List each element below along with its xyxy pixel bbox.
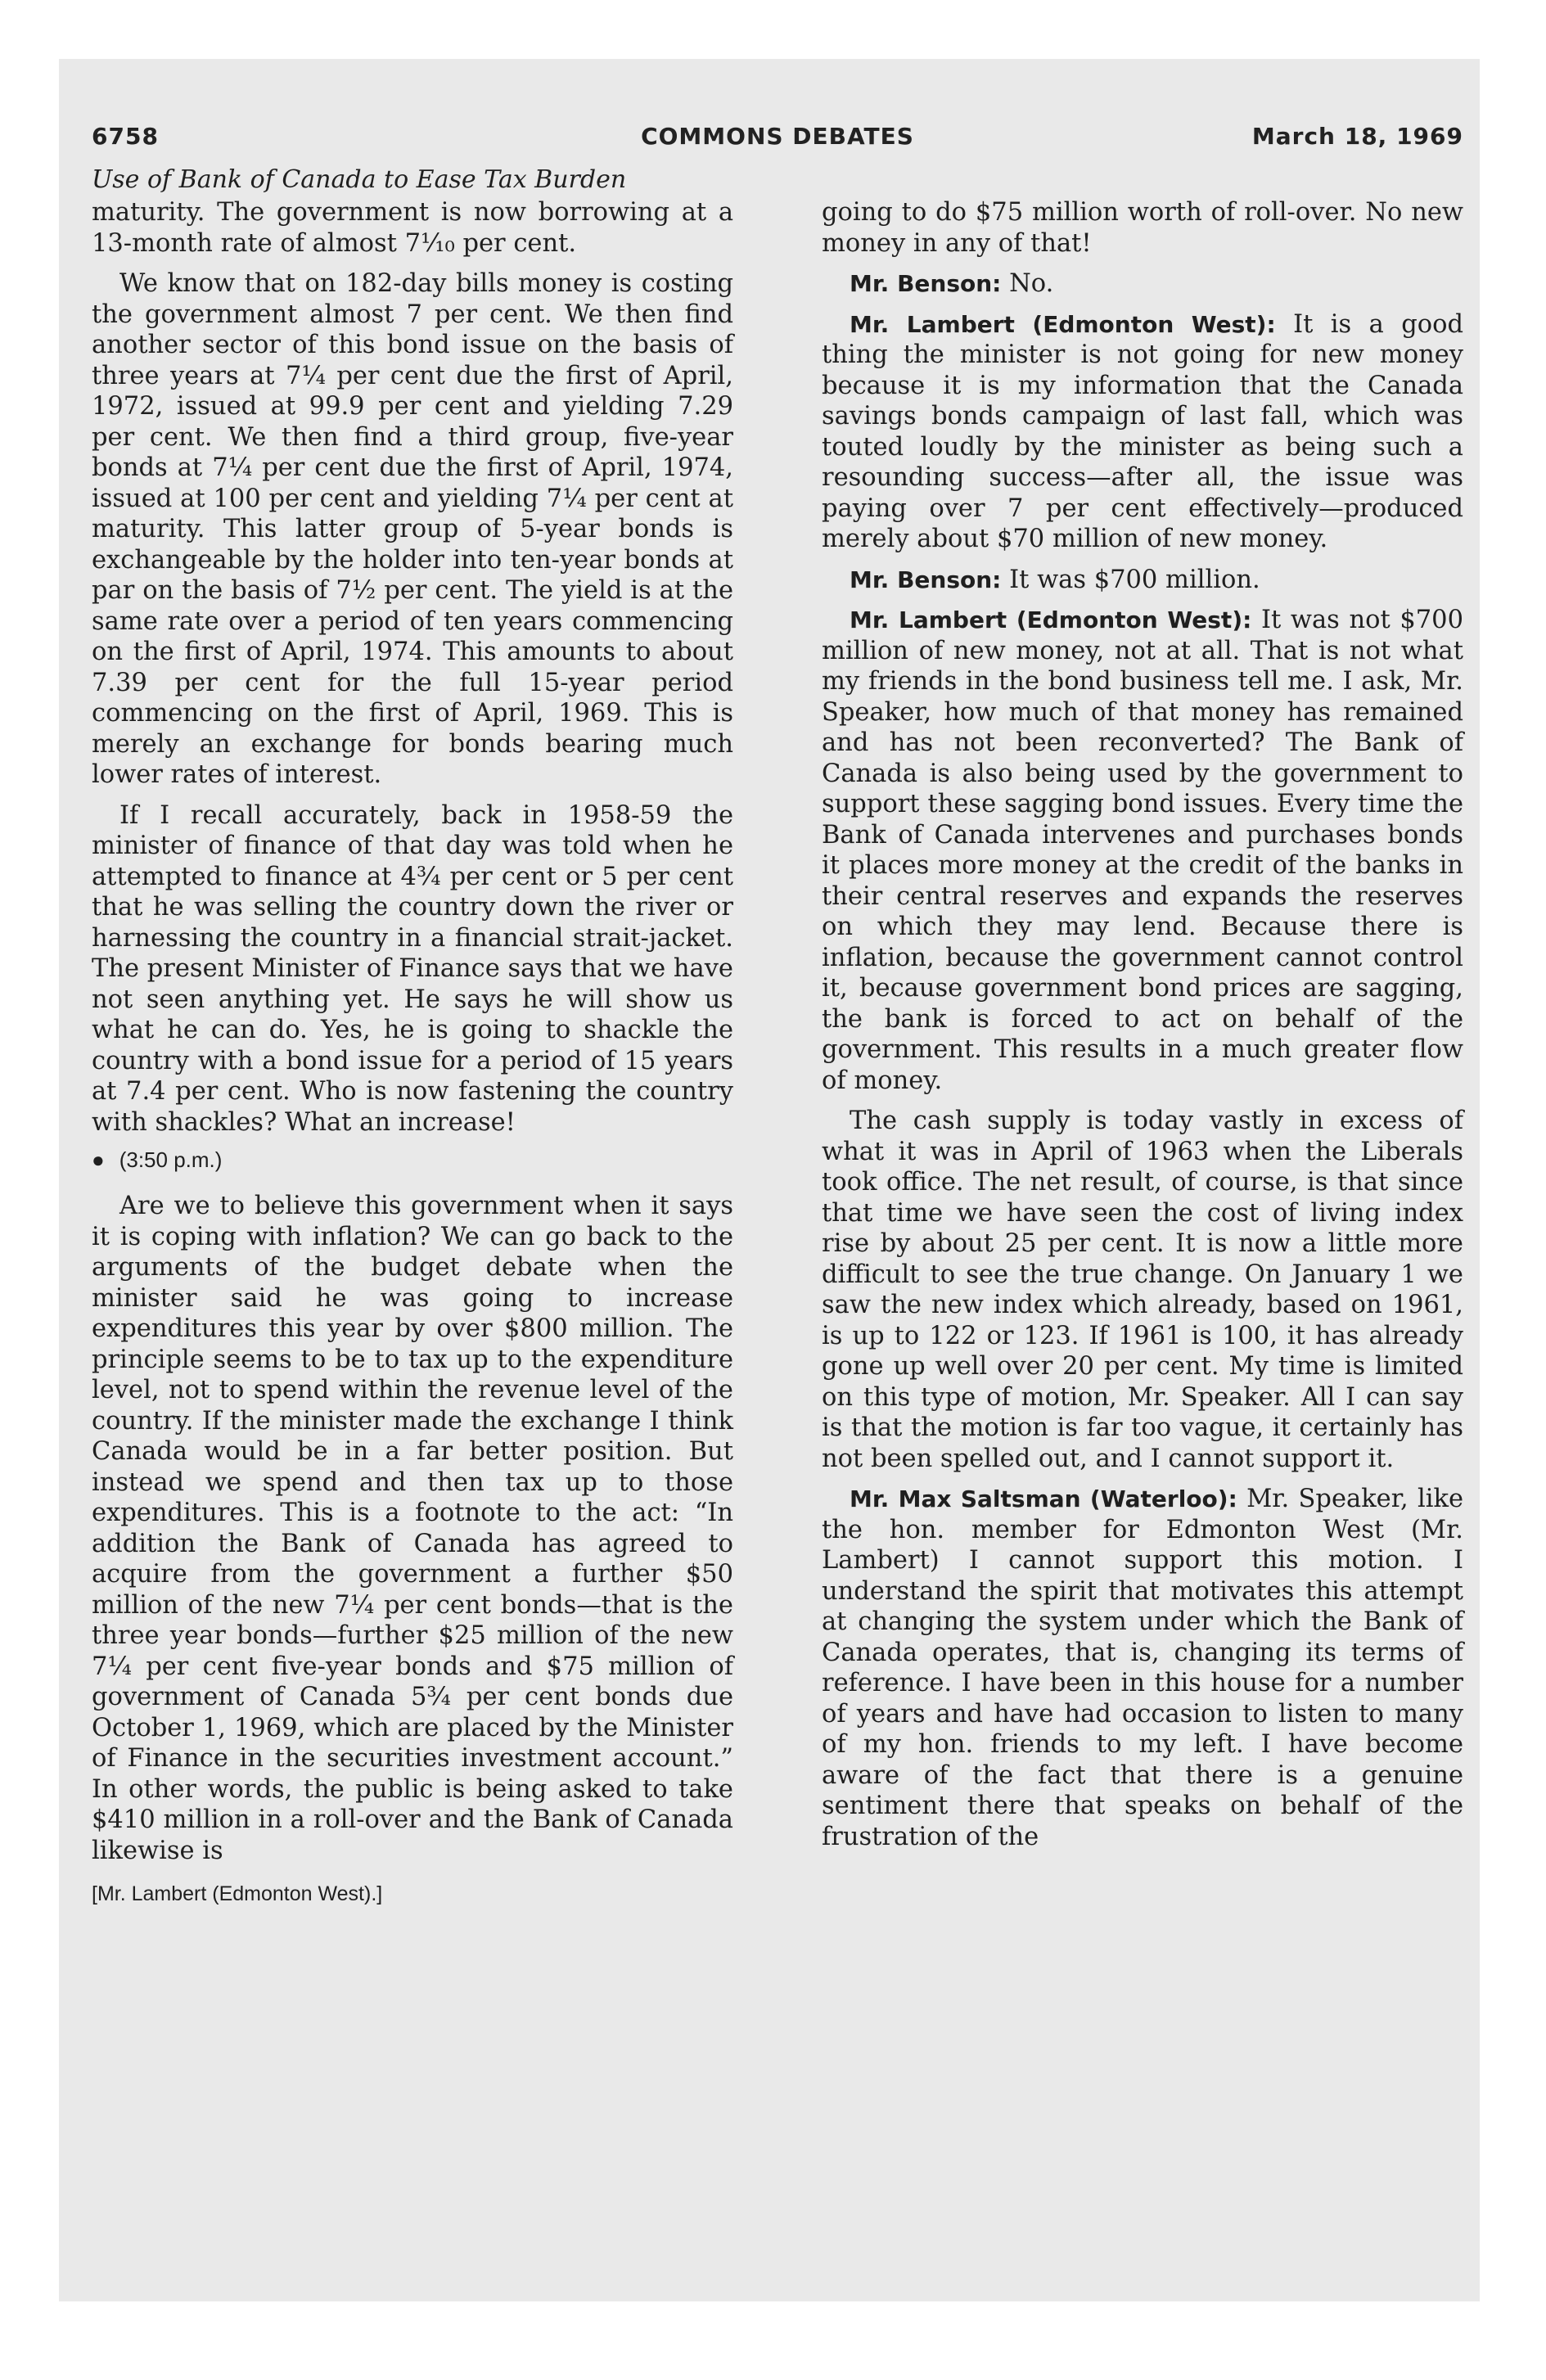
speech-text: It was $700 million. <box>1001 565 1260 594</box>
speech <box>822 268 1463 300</box>
speaker-name: Mr. Lambert (Edmonton West): <box>850 606 1252 633</box>
paragraph: maturity. The government is now borrowing at a 13-month rate of almost 7⅒ per cent. <box>92 198 733 258</box>
paragraph: Are we to believe this government when it says it is coping with inflation? We can go back to the arguments of the budget debate when the minister said he was going to increase expenditures this year by over $800 million. The principle seems to be to tax up to the expenditure level, not to spend within the revenue level of the country. If the minister made the exchange I think Canada would be in a far better position. But instead we spend and then tax up to those expenditures. This is a footnote to the act: “In addition the Bank of Canada has agreed to acquire from the government a further $50 million of the new 7¼ per cent bonds—that is the three year bonds—further $25 million of the new 7¼ per cent five-year bonds and $75 million of government of Canada 5¾ per cent bonds due October 1, 1969, which are placed by the Minister of Finance in the securities investment account.” In other words, the public is being asked to take $410 million in a roll-over and the Bank of Canada likewise is <box>92 1192 733 1865</box>
speech <box>822 565 1463 596</box>
timestamp-text: (3:50 p.m.) <box>119 1147 223 1172</box>
publication-title: COMMONS DEBATES <box>641 123 914 150</box>
speech-text: No. <box>1001 269 1054 298</box>
speaker-name: Mr. Lambert (Edmonton West): <box>850 310 1276 338</box>
paragraph: If I recall accurately, back in 1958-59 the minister of finance of that day was told when he attempted to finance at 4¾ per cent or 5 per cent that he was selling the country down the river or harnessing the country in a financial strait-jacket. The present Minister of Finance says that we have not seen anything yet. He says he will show us what he can do. Yes, he is going to shackle the country with a bond issue for a period of 15 years at 7.4 per cent. Who is now fastening the country with shackles? What an increase! <box>92 800 733 1137</box>
bullet-icon: ● <box>92 1147 105 1172</box>
page-header <box>92 123 1463 157</box>
speaker-name: Mr. Benson: <box>850 270 1002 297</box>
speech <box>822 309 1463 555</box>
time-marker <box>92 1147 733 1173</box>
paragraph: going to do $75 million worth of roll-over. No new money in any of that! <box>822 198 1463 258</box>
right-column <box>822 197 1463 1862</box>
speech-text: Mr. Speaker, like the hon. member for Edmonton West (Mr. Lambert) I cannot support this motion. I understand the spirit that motivates this attempt at changing the system under which the Bank of Canada operates, that is, changing its terms of reference. I have been in this house for a number of years and have had occasion to listen to many of my hon. friends to my left. I have become aware of the fact that there is a genuine sentiment there that speaks on behalf of the frustration of the <box>822 1485 1463 1851</box>
document-page <box>92 123 1463 1905</box>
left-column <box>92 197 733 1906</box>
speech <box>822 605 1463 1096</box>
page-date: March 18, 1969 <box>1251 123 1463 150</box>
speaker-attribution: [Mr. Lambert (Edmonton West).] <box>92 1882 383 1905</box>
speech-text: It was not $700 million of new money, not at all. That is not what my friends in the bond business tell me. I ask, Mr. Speaker, how much of that money has remained and has not been reconverted? The Bank of Canada is also being used by the government to support these sagging bond issues. Every time the Bank of Canada intervenes and purchases bonds it places more money at the credit of the banks in their central reserves and expands the reserves on which they may lend. Because there is inflation, because the government cannot control it, because government bond prices are sagging, the bank is forced to act on behalf of the government. This results in a much greater flow of money. <box>822 606 1463 1095</box>
running-title: Use of Bank of Canada to Ease Tax Burden <box>92 165 627 194</box>
paragraph: The cash supply is today vastly in excess of what it was in April of 1963 when the Liberals took office. The net result, of course, is that since that time we have seen the cost of living index rise by about 25 per cent. It is now a little more difficult to see the true change. On January 1 we saw the new index which already, based on 1961, is up to 122 or 123. If 1961 is 100, it has already gone up well over 20 per cent. My time is limited on this type of motion, Mr. Speaker. All I can say is that the motion is far too vague, it certainly has not been spelled out, and I cannot support it. <box>822 1107 1463 1473</box>
speaker-name: Mr. Benson: <box>850 566 1002 593</box>
speech-text: It is a good thing the minister is not going for new money because it is my information that the Canada savings bonds campaign of last fall, which was touted loudly by the minister as being such a resounding success—after all, the issue was paying over 7 per cent effectively—produced merely about $70 million of new money. <box>822 309 1463 553</box>
paragraph: We know that on 182-day bills money is costing the government almost 7 per cent. We then find another sector of this bond issue on the basis of three years at 7¼ per cent due the first of April, 1972, issued at 99.9 per cent and yielding 7.29 per cent. We then find a third group, five-year bonds at 7¼ per cent due the first of April, 1974, issued at 100 per cent and yielding 7¼ per cent at maturity. This latter group of 5-year bonds is exchangeable by the holder into ten-year bonds at par on the basis of 7½ per cent. The yield is at the same rate over a period of ten years commencing on the first of April, 1974. This amounts to about 7.39 per cent for the full 15-year period commencing on the first of April, 1969. This is merely an exchange for bonds bearing much lower rates of interest. <box>92 269 733 789</box>
speaker-name: Mr. Max Saltsman (Waterloo): <box>850 1485 1237 1512</box>
page-number: 6758 <box>92 123 159 150</box>
speech <box>822 1484 1463 1852</box>
